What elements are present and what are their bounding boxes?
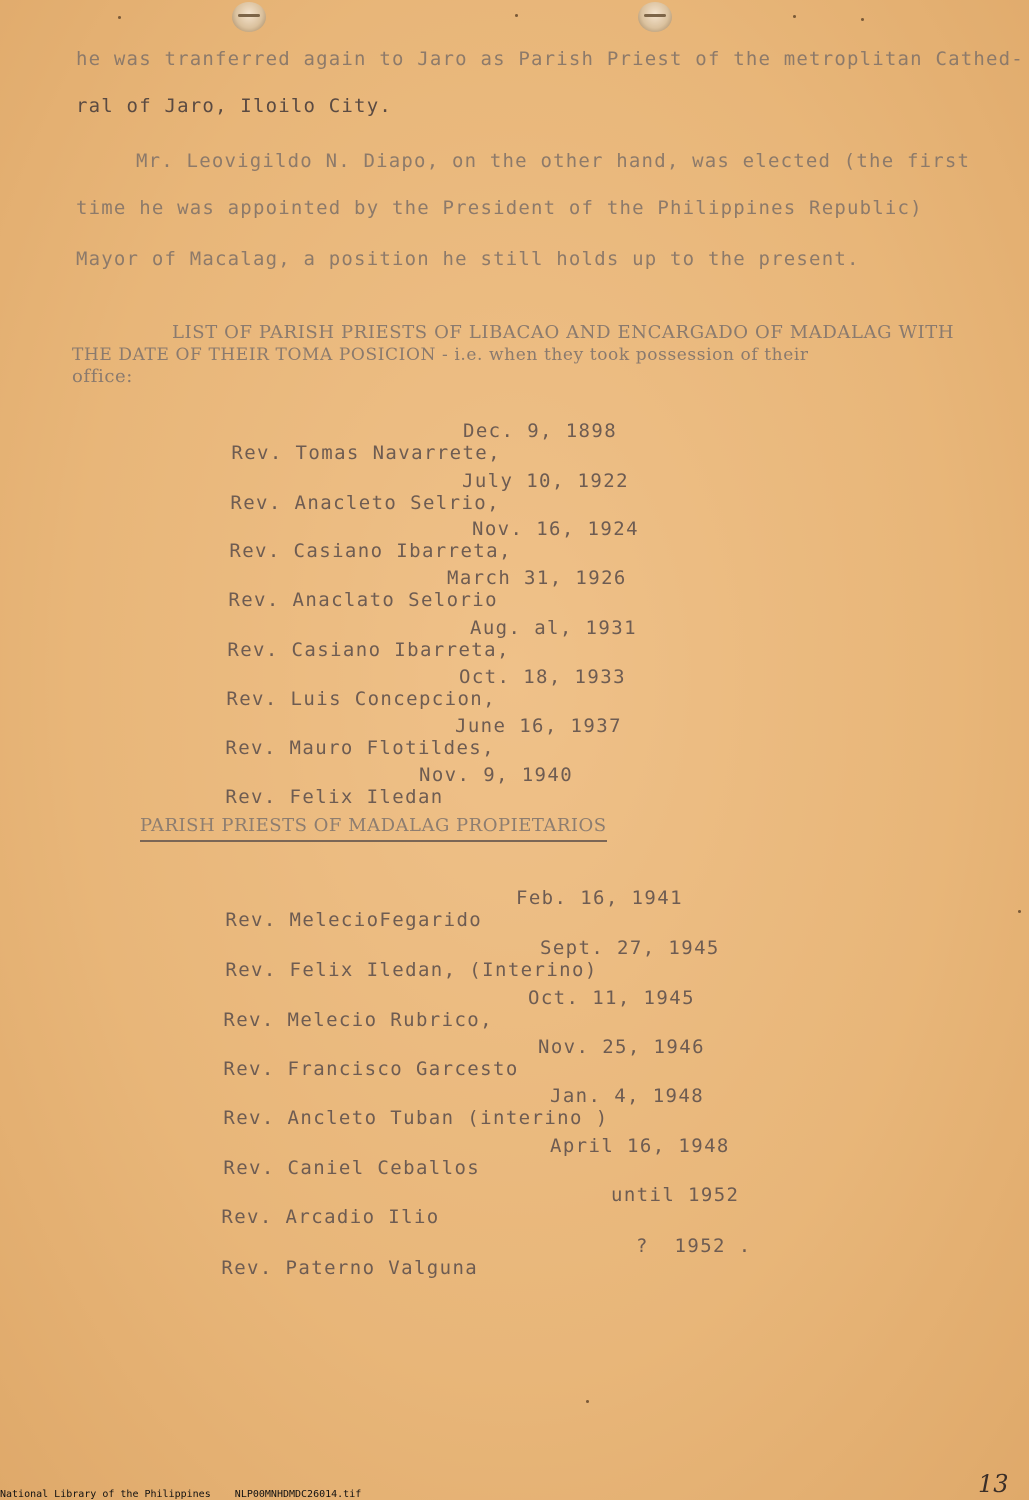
toma-posicion-date: July 10, 1922 bbox=[462, 470, 629, 492]
priest-name: Rev. Felix Iledan, (Interino) bbox=[225, 959, 598, 981]
appointment-date: Feb. 16, 1941 bbox=[516, 887, 683, 909]
toma-posicion-date: Nov. 9, 1940 bbox=[419, 764, 574, 786]
priest-name: Rev. Luis Concepcion, bbox=[226, 688, 496, 710]
appointment-date: April 16, 1948 bbox=[550, 1135, 730, 1157]
appointment-date: Sept. 27, 1945 bbox=[540, 937, 720, 959]
priest-name: Rev. Melecio Rubrico, bbox=[223, 1009, 493, 1031]
punch-hole-right bbox=[638, 2, 672, 32]
speck bbox=[861, 18, 864, 21]
priest-name: Rev. Anacleto Selrio, bbox=[230, 492, 500, 514]
list-heading-line-3: office: bbox=[72, 366, 133, 387]
speck bbox=[793, 15, 796, 18]
priest-name: Rev. Arcadio Ilio bbox=[221, 1206, 440, 1228]
paragraph-line-5: Mayor of Macalag, a position he still holds up to the present. bbox=[76, 248, 860, 270]
appointment-date: Oct. 11, 1945 bbox=[528, 987, 695, 1009]
toma-posicion-date: Nov. 16, 1924 bbox=[472, 518, 639, 540]
paragraph-line-3: Mr. Leovigildo N. Diapo, on the other hand, was elected (the first bbox=[136, 150, 971, 172]
priest-name: Rev. Felix Iledan bbox=[225, 786, 444, 808]
appointment-date: until 1952 bbox=[611, 1184, 740, 1206]
priest-name: Rev. Anaclato Selorio bbox=[228, 589, 498, 611]
priest-name: Rev. Francisco Garcesto bbox=[223, 1058, 519, 1080]
paragraph-line-4: time he was appointed by the President of the Philippines Republic) bbox=[76, 197, 923, 219]
priest-name: Rev. Caniel Ceballos bbox=[223, 1157, 481, 1179]
priest-name: Rev. Casiano Ibarreta, bbox=[227, 639, 510, 661]
list-item bbox=[170, 1235, 752, 1323]
priest-name: Rev. MelecioFegarido bbox=[225, 909, 483, 931]
priest-name: Rev. Mauro Flotildes, bbox=[225, 737, 495, 759]
list-heading-line-2: THE DATE OF THEIR TOMA POSICION - i.e. when they took possession of their bbox=[72, 345, 809, 365]
toma-posicion-date: March 31, 1926 bbox=[447, 567, 627, 589]
paragraph-line-2: ral of Jaro, Iloilo City. bbox=[76, 95, 392, 117]
appointment-date: Jan. 4, 1948 bbox=[550, 1085, 705, 1107]
page-number: 13 bbox=[978, 1470, 1009, 1498]
speck bbox=[586, 1400, 589, 1403]
toma-posicion-date: Oct. 18, 1933 bbox=[459, 666, 626, 688]
speck bbox=[118, 16, 121, 19]
appointment-date: Nov. 25, 1946 bbox=[538, 1036, 705, 1058]
paragraph-line-1: he was tranferred again to Jaro as Parish Priest of the metroplitan Cathed- bbox=[76, 48, 1024, 70]
priest-name: Rev. Casiano Ibarreta, bbox=[229, 540, 512, 562]
toma-posicion-date: June 16, 1937 bbox=[455, 715, 622, 737]
toma-posicion-date: Dec. 9, 1898 bbox=[463, 420, 618, 442]
speck bbox=[1018, 910, 1021, 913]
scan-footer: National Library of the Philippines NLP00MNHDMDC26014.tif bbox=[0, 1489, 362, 1500]
appointment-date: ? 1952 . bbox=[636, 1235, 752, 1257]
priest-name: Rev. Ancleto Tuban (interino ) bbox=[223, 1107, 609, 1129]
punch-hole-left bbox=[232, 2, 266, 32]
priest-name: Rev. Tomas Navarrete, bbox=[231, 442, 501, 464]
priest-name: Rev. Paterno Valguna bbox=[221, 1257, 479, 1279]
toma-posicion-date: Aug. al, 1931 bbox=[470, 617, 637, 639]
list-heading-line-1: LIST OF PARISH PRIESTS OF LIBACAO AND ENCARGADO OF MADALAG WITH bbox=[172, 322, 955, 343]
speck bbox=[515, 14, 518, 17]
madalag-subheading: PARISH PRIESTS OF MADALAG PROPIETARIOS bbox=[140, 815, 607, 842]
